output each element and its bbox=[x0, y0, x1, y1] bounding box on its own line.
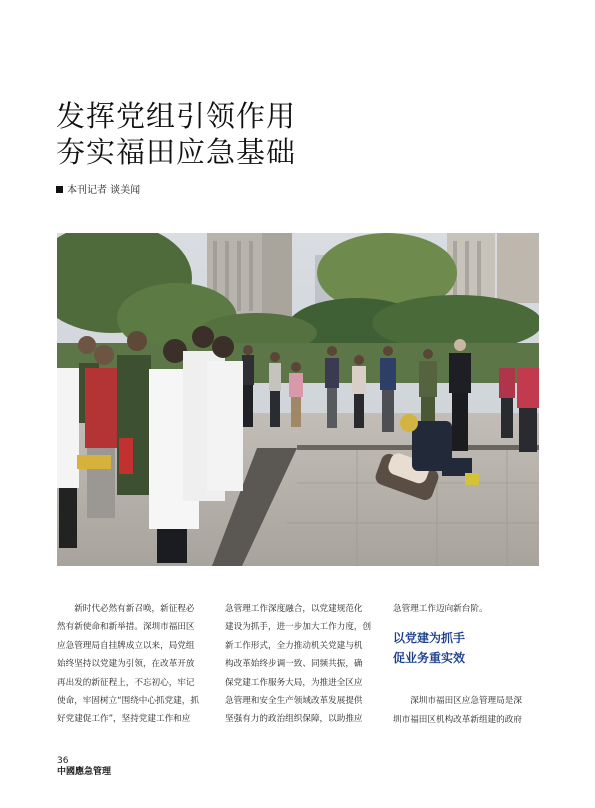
square-bullet-icon bbox=[56, 186, 63, 193]
col1-line-7: 好党建促工作”，坚持党建工作和应 bbox=[57, 714, 191, 725]
body-column-2 bbox=[225, 600, 375, 729]
col1-line-6: 使命，牢固树立“围绕中心抓党建，抓 bbox=[57, 696, 199, 707]
col1-line-5: 再出发的新征程上，不忘初心，牢记 bbox=[57, 677, 195, 688]
photo-illustration bbox=[57, 233, 539, 566]
body-column-3 bbox=[393, 600, 543, 729]
col1-line-3: 应急管理局自挂牌成立以来，局党组 bbox=[57, 640, 195, 651]
title-line-2: 夯实福田应急基础 bbox=[56, 135, 297, 169]
article-photo bbox=[57, 233, 539, 566]
section-subhead bbox=[393, 628, 543, 668]
col2-line-3: 新工作形式，全力推动机关党建与机 bbox=[225, 640, 363, 651]
col1-line-4: 始终坚持以党建为引领，在改革开放 bbox=[57, 659, 195, 670]
col2-line-4: 构改革始终步调一致、同频共振，确 bbox=[225, 659, 363, 670]
col2-line-1: 急管理工作深度融合，以党建规范化 bbox=[225, 604, 363, 614]
title-line-1: 发挥党组引领作用 bbox=[56, 99, 297, 133]
body-column-1 bbox=[57, 600, 207, 729]
page-number: 36 bbox=[57, 756, 69, 766]
col2-line-7: 坚强有力的政治组织保障，以助推应 bbox=[225, 714, 363, 725]
col3-line-1: 急管理工作迈向新台阶。 bbox=[393, 604, 488, 614]
col3-line-2: 深圳市福田区应急管理局是深 bbox=[410, 696, 522, 707]
article-title bbox=[56, 98, 296, 170]
col2-line-6: 急管理和安全生产领域改革发展提供 bbox=[225, 696, 363, 707]
byline-text: 本刊记者 谈美闻 bbox=[67, 185, 141, 196]
subhead-line-1: 以党建为抓手 bbox=[393, 631, 466, 646]
byline bbox=[56, 184, 140, 197]
col2-line-5: 保党建工作服务大局，为推进全区应 bbox=[225, 677, 363, 688]
col1-line-1: 新时代必然有新召唤，新征程必 bbox=[74, 604, 195, 614]
subhead-line-2: 促业务重实效 bbox=[393, 651, 466, 666]
col2-line-2: 建设为抓手，进一步加大工作力度，创 bbox=[225, 622, 372, 633]
col3-line-3: 圳市福田区机构改革新组建的政府 bbox=[393, 714, 522, 725]
magazine-name: 中國應急管理 bbox=[57, 767, 112, 777]
col1-line-2: 然有新使命和新举措。深圳市福田区 bbox=[57, 622, 195, 633]
